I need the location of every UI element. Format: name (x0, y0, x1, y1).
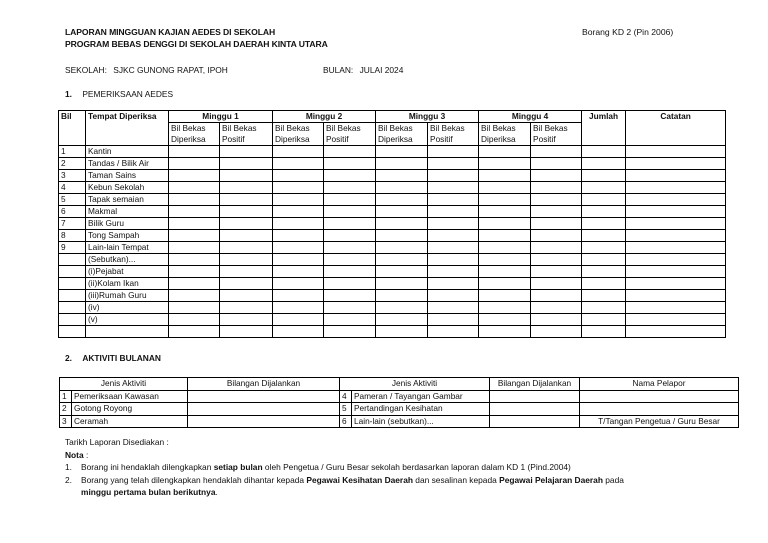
empty-cell[interactable] (626, 242, 726, 254)
activity-name-2: Lain-lain (sebutkan)... (352, 415, 490, 428)
empty-cell[interactable] (531, 266, 582, 278)
month-field (323, 65, 403, 75)
empty-cell[interactable] (479, 266, 531, 278)
empty-cell[interactable] (428, 218, 479, 230)
row-bil: 2 (59, 158, 86, 170)
empty-cell[interactable] (428, 158, 479, 170)
table-row (59, 314, 726, 326)
note-2-text-g: . (215, 487, 218, 497)
empty-cell[interactable] (582, 146, 626, 158)
empty-cell[interactable] (220, 194, 273, 206)
empty-cell[interactable] (169, 290, 220, 302)
empty-cell[interactable] (428, 314, 479, 326)
row-place: (i)Pejabat (86, 266, 169, 278)
activity-number-2: 6 (340, 415, 352, 428)
empty-cell[interactable] (324, 326, 376, 338)
activity-table (59, 377, 739, 428)
empty-cell[interactable] (376, 194, 428, 206)
col-activity: Jenis Aktiviti (60, 378, 188, 391)
empty-cell[interactable] (376, 266, 428, 278)
empty-cell[interactable] (220, 146, 273, 158)
note-2-text-f: minggu pertama bulan berikutnya (81, 487, 216, 497)
row-place: (iii)Rumah Guru (86, 290, 169, 302)
reporter-cell[interactable]: T/Tangan Pengetua / Guru Besar (580, 415, 739, 428)
note-1-text-c: oleh Pengetua / Guru Besar sekolah berdasarkan laporan dalam KD 1 (Pind.2004) (262, 462, 571, 472)
empty-cell[interactable] (479, 290, 531, 302)
empty-cell[interactable] (376, 254, 428, 266)
report-title: LAPORAN MINGGUAN KAJIAN AEDES DI SEKOLAH (65, 27, 276, 37)
empty-cell[interactable] (324, 290, 376, 302)
section1-title: PEMERIKSAAN AEDES (82, 89, 174, 99)
row-place: Taman Sains (86, 170, 169, 182)
table-row (59, 170, 726, 182)
sub-checked: Bil Bekas Diperiksa (479, 123, 531, 146)
table-header-row (59, 111, 726, 123)
empty-cell[interactable] (169, 278, 220, 290)
empty-cell[interactable] (324, 218, 376, 230)
empty-cell[interactable] (626, 326, 726, 338)
nota-label: Nota (65, 449, 84, 460)
empty-cell[interactable] (582, 314, 626, 326)
school-field (65, 65, 228, 75)
table-row (59, 278, 726, 290)
empty-cell[interactable] (220, 218, 273, 230)
row-place: Lain-lain Tempat (86, 242, 169, 254)
empty-cell[interactable] (531, 158, 582, 170)
empty-cell[interactable] (479, 326, 531, 338)
empty-cell[interactable] (169, 326, 220, 338)
empty-cell[interactable] (531, 146, 582, 158)
empty-cell[interactable] (479, 242, 531, 254)
empty-cell[interactable] (273, 146, 324, 158)
activity-number: 2 (60, 403, 72, 416)
empty-cell[interactable] (273, 218, 324, 230)
empty-cell[interactable] (428, 242, 479, 254)
activity-number-2: 4 (340, 390, 352, 403)
table-row (59, 158, 726, 170)
row-bil: 5 (59, 194, 86, 206)
empty-cell[interactable] (169, 266, 220, 278)
activity-row (60, 390, 739, 403)
empty-cell[interactable] (324, 278, 376, 290)
activity-number-2: 5 (340, 403, 352, 416)
row-place: Bilik Guru (86, 218, 169, 230)
empty-cell[interactable] (220, 290, 273, 302)
nota-colon: : (83, 449, 89, 460)
note-2-text-a: Borang yang telah dilengkapkan hendaklah dihantar kepada (81, 474, 307, 485)
empty-cell[interactable] (582, 278, 626, 290)
empty-cell[interactable] (324, 170, 376, 182)
col-reporter: Nama Pelapor (580, 378, 739, 391)
empty-cell[interactable] (376, 158, 428, 170)
sub-positive: Bil Bekas Positif (220, 123, 273, 146)
col-notes: Catatan (626, 111, 726, 146)
empty-cell[interactable] (531, 182, 582, 194)
row-place: Makmal (86, 206, 169, 218)
note-1-text-b: setiap bulan (213, 462, 263, 472)
row-place: (Sebutkan)... (86, 254, 169, 266)
empty-cell[interactable] (479, 218, 531, 230)
empty-cell[interactable] (376, 230, 428, 242)
empty-cell[interactable] (428, 302, 479, 314)
row-bil: 8 (59, 230, 86, 242)
empty-cell[interactable] (626, 302, 726, 314)
empty-cell[interactable] (428, 194, 479, 206)
sub-positive: Bil Bekas Positif (531, 123, 582, 146)
empty-cell[interactable] (626, 266, 726, 278)
empty-cell[interactable] (220, 230, 273, 242)
empty-cell[interactable] (428, 254, 479, 266)
row-bil (59, 278, 86, 290)
empty-cell[interactable] (626, 278, 726, 290)
empty-cell[interactable] (324, 182, 376, 194)
empty-cell[interactable] (479, 230, 531, 242)
empty-cell[interactable] (626, 146, 726, 158)
row-bil: 4 (59, 182, 86, 194)
activity-count-cell[interactable] (188, 415, 340, 428)
empty-cell[interactable] (428, 206, 479, 218)
empty-cell[interactable] (582, 254, 626, 266)
reporter-cell[interactable] (580, 403, 739, 416)
empty-cell[interactable] (531, 230, 582, 242)
row-bil (59, 290, 86, 302)
empty-cell[interactable] (479, 146, 531, 158)
row-bil: 3 (59, 170, 86, 182)
empty-cell[interactable] (324, 302, 376, 314)
empty-cell[interactable] (273, 302, 324, 314)
sub-positive: Bil Bekas Positif (428, 123, 479, 146)
row-bil: 6 (59, 206, 86, 218)
empty-cell[interactable] (376, 326, 428, 338)
note-2 (65, 474, 745, 499)
row-bil: 1 (59, 146, 86, 158)
empty-cell[interactable] (273, 230, 324, 242)
empty-cell[interactable] (169, 302, 220, 314)
empty-cell[interactable] (626, 158, 726, 170)
activity-header-row (60, 378, 739, 391)
row-place: Tapak semaian (86, 194, 169, 206)
empty-cell[interactable] (582, 302, 626, 314)
school-label: SEKOLAH: (65, 65, 107, 75)
activity-name-2: Pameran / Tayangan Gambar (352, 390, 490, 403)
empty-cell[interactable] (582, 158, 626, 170)
empty-cell[interactable] (169, 254, 220, 266)
empty-cell[interactable] (582, 218, 626, 230)
note-2-text-b: Pegawai Kesihatan Daerah (306, 474, 413, 485)
table-row (59, 290, 726, 302)
empty-cell[interactable] (324, 254, 376, 266)
col-count: Bilangan Dijalankan (188, 378, 340, 391)
empty-cell[interactable] (582, 182, 626, 194)
row-bil (59, 266, 86, 278)
empty-cell[interactable] (376, 314, 428, 326)
empty-cell[interactable] (626, 254, 726, 266)
sub-checked: Bil Bekas Diperiksa (273, 123, 324, 146)
table-row (59, 230, 726, 242)
col-total: Jumlah (582, 111, 626, 146)
row-place: Tandas / Bilik Air (86, 158, 169, 170)
empty-cell[interactable] (626, 182, 726, 194)
row-place: Tong Sampah (86, 230, 169, 242)
empty-cell[interactable] (273, 242, 324, 254)
empty-cell[interactable] (273, 158, 324, 170)
col-count-2: Bilangan Dijalankan (490, 378, 580, 391)
empty-cell[interactable] (324, 230, 376, 242)
empty-cell[interactable] (273, 170, 324, 182)
empty-cell[interactable] (531, 242, 582, 254)
notes-block (65, 436, 745, 499)
empty-cell[interactable] (273, 254, 324, 266)
empty-cell[interactable] (273, 206, 324, 218)
row-bil: 9 (59, 242, 86, 254)
empty-cell[interactable] (273, 194, 324, 206)
empty-cell[interactable] (273, 278, 324, 290)
empty-cell[interactable] (582, 242, 626, 254)
table-row (59, 326, 726, 338)
row-place (86, 326, 169, 338)
month-value: JULAI 2024 (359, 65, 404, 75)
empty-cell[interactable] (479, 194, 531, 206)
empty-cell[interactable] (376, 146, 428, 158)
empty-cell[interactable] (626, 170, 726, 182)
empty-cell[interactable] (582, 206, 626, 218)
empty-cell[interactable] (626, 290, 726, 302)
activity-count-cell-2[interactable] (490, 403, 580, 416)
row-bil: 7 (59, 218, 86, 230)
empty-cell[interactable] (220, 254, 273, 266)
table-row (59, 266, 726, 278)
table-row (59, 146, 726, 158)
activity-row (60, 415, 739, 428)
empty-cell[interactable] (220, 170, 273, 182)
col-week-1: Minggu 1 (169, 111, 273, 123)
empty-cell[interactable] (428, 170, 479, 182)
empty-cell[interactable] (582, 290, 626, 302)
empty-cell[interactable] (376, 206, 428, 218)
col-week-3: Minggu 3 (376, 111, 479, 123)
empty-cell[interactable] (479, 302, 531, 314)
empty-cell[interactable] (479, 170, 531, 182)
activity-row (60, 403, 739, 416)
activity-count-cell-2[interactable] (490, 390, 580, 403)
empty-cell[interactable] (324, 266, 376, 278)
program-title: PROGRAM BEBAS DENGGI DI SEKOLAH DAERAH KINTA UTARA (65, 39, 328, 49)
section2-heading (65, 353, 161, 363)
table-row (59, 302, 726, 314)
table-row (59, 242, 726, 254)
empty-cell[interactable] (220, 182, 273, 194)
table-row (59, 218, 726, 230)
activity-number: 3 (60, 415, 72, 428)
empty-cell[interactable] (531, 290, 582, 302)
empty-cell[interactable] (626, 206, 726, 218)
empty-cell[interactable] (376, 290, 428, 302)
sub-checked: Bil Bekas Diperiksa (169, 123, 220, 146)
empty-cell[interactable] (376, 278, 428, 290)
empty-cell[interactable] (428, 326, 479, 338)
note-2-text-c: dan sesalinan kepada (412, 474, 500, 485)
table-row (59, 182, 726, 194)
sub-positive: Bil Bekas Positif (324, 123, 376, 146)
col-bil: Bil (59, 111, 86, 146)
form-code: Borang KD 2 (Pin 2006) (582, 27, 674, 37)
empty-cell[interactable] (220, 302, 273, 314)
row-place: (v) (86, 314, 169, 326)
row-place: Kantin (86, 146, 169, 158)
activity-count-cell[interactable] (188, 403, 340, 416)
note-1-number: 1. (65, 462, 72, 472)
row-bil (59, 254, 86, 266)
empty-cell[interactable] (376, 170, 428, 182)
empty-cell[interactable] (531, 170, 582, 182)
row-bil (59, 326, 86, 338)
empty-cell[interactable] (220, 242, 273, 254)
empty-cell[interactable] (169, 242, 220, 254)
empty-cell[interactable] (273, 182, 324, 194)
empty-cell[interactable] (531, 218, 582, 230)
empty-cell[interactable] (169, 170, 220, 182)
col-place: Tempat Diperiksa (86, 111, 169, 146)
empty-cell[interactable] (531, 278, 582, 290)
activity-count-cell[interactable] (188, 390, 340, 403)
empty-cell[interactable] (531, 206, 582, 218)
empty-cell[interactable] (220, 266, 273, 278)
empty-cell[interactable] (582, 266, 626, 278)
note-1 (65, 461, 745, 474)
empty-cell[interactable] (428, 230, 479, 242)
empty-cell[interactable] (169, 182, 220, 194)
sub-checked: Bil Bekas Diperiksa (376, 123, 428, 146)
empty-cell[interactable] (169, 314, 220, 326)
empty-cell[interactable] (169, 158, 220, 170)
row-place: Kebun Sekolah (86, 182, 169, 194)
empty-cell[interactable] (479, 278, 531, 290)
empty-cell[interactable] (220, 158, 273, 170)
note-1-text-a: Borang ini hendaklah dilengkapkan (81, 462, 214, 472)
section2-number: 2. (65, 353, 72, 363)
empty-cell[interactable] (273, 326, 324, 338)
activity-name: Gotong Royong (72, 403, 188, 416)
table-row (59, 194, 726, 206)
row-bil (59, 302, 86, 314)
empty-cell[interactable] (324, 146, 376, 158)
empty-cell[interactable] (531, 254, 582, 266)
col-week-4: Minggu 4 (479, 111, 582, 123)
section1-number: 1. (65, 89, 72, 99)
nota-line (65, 449, 745, 462)
empty-cell[interactable] (324, 314, 376, 326)
empty-cell[interactable] (582, 326, 626, 338)
empty-cell[interactable] (169, 218, 220, 230)
empty-cell[interactable] (626, 230, 726, 242)
empty-cell[interactable] (626, 218, 726, 230)
empty-cell[interactable] (376, 218, 428, 230)
activity-name-2: Pertandingan Kesihatan (352, 403, 490, 416)
empty-cell[interactable] (273, 314, 324, 326)
section1-heading (65, 89, 173, 99)
empty-cell[interactable] (273, 290, 324, 302)
empty-cell[interactable] (220, 314, 273, 326)
empty-cell[interactable] (531, 194, 582, 206)
empty-cell[interactable] (376, 182, 428, 194)
col-week-2: Minggu 2 (273, 111, 376, 123)
empty-cell[interactable] (324, 206, 376, 218)
empty-cell[interactable] (324, 242, 376, 254)
empty-cell[interactable] (428, 278, 479, 290)
empty-cell[interactable] (479, 254, 531, 266)
activity-number: 1 (60, 390, 72, 403)
empty-cell[interactable] (479, 206, 531, 218)
note-2-text-d: Pegawai Pelajaran Daerah (499, 474, 603, 485)
empty-cell[interactable] (220, 206, 273, 218)
report-date-label: Tarikh Laporan Disediakan : (65, 437, 169, 447)
empty-cell[interactable] (626, 314, 726, 326)
empty-cell[interactable] (531, 314, 582, 326)
empty-cell[interactable] (479, 158, 531, 170)
table-row (59, 254, 726, 266)
empty-cell[interactable] (428, 182, 479, 194)
empty-cell[interactable] (376, 302, 428, 314)
note-2-number: 2. (65, 474, 72, 485)
empty-cell[interactable] (169, 230, 220, 242)
activity-name: Pemeriksaan Kawasan (72, 390, 188, 403)
reporter-cell[interactable] (580, 390, 739, 403)
activity-name: Ceramah (72, 415, 188, 428)
empty-cell[interactable] (582, 194, 626, 206)
note-2-text-e: pada (602, 474, 624, 485)
empty-cell[interactable] (531, 326, 582, 338)
empty-cell[interactable] (582, 230, 626, 242)
empty-cell[interactable] (169, 146, 220, 158)
empty-cell[interactable] (428, 266, 479, 278)
empty-cell[interactable] (582, 170, 626, 182)
activity-count-cell-2[interactable] (490, 415, 580, 428)
empty-cell[interactable] (220, 326, 273, 338)
table-row (59, 206, 726, 218)
inspection-table (58, 110, 726, 338)
school-value: SJKC GUNONG RAPAT, IPOH (113, 65, 228, 75)
month-label: BULAN: (323, 65, 354, 75)
empty-cell[interactable] (169, 194, 220, 206)
empty-cell[interactable] (428, 146, 479, 158)
row-place: (ii)Kolam Ikan (86, 278, 169, 290)
empty-cell[interactable] (479, 182, 531, 194)
empty-cell[interactable] (626, 194, 726, 206)
row-place: (iv) (86, 302, 169, 314)
empty-cell[interactable] (531, 302, 582, 314)
row-bil (59, 314, 86, 326)
empty-cell[interactable] (169, 206, 220, 218)
empty-cell[interactable] (324, 158, 376, 170)
empty-cell[interactable] (479, 314, 531, 326)
empty-cell[interactable] (376, 242, 428, 254)
section2-title: AKTIVITI BULANAN (82, 353, 161, 363)
col-activity-2: Jenis Aktiviti (340, 378, 490, 391)
empty-cell[interactable] (220, 278, 273, 290)
empty-cell[interactable] (428, 290, 479, 302)
empty-cell[interactable] (324, 194, 376, 206)
empty-cell[interactable] (273, 266, 324, 278)
